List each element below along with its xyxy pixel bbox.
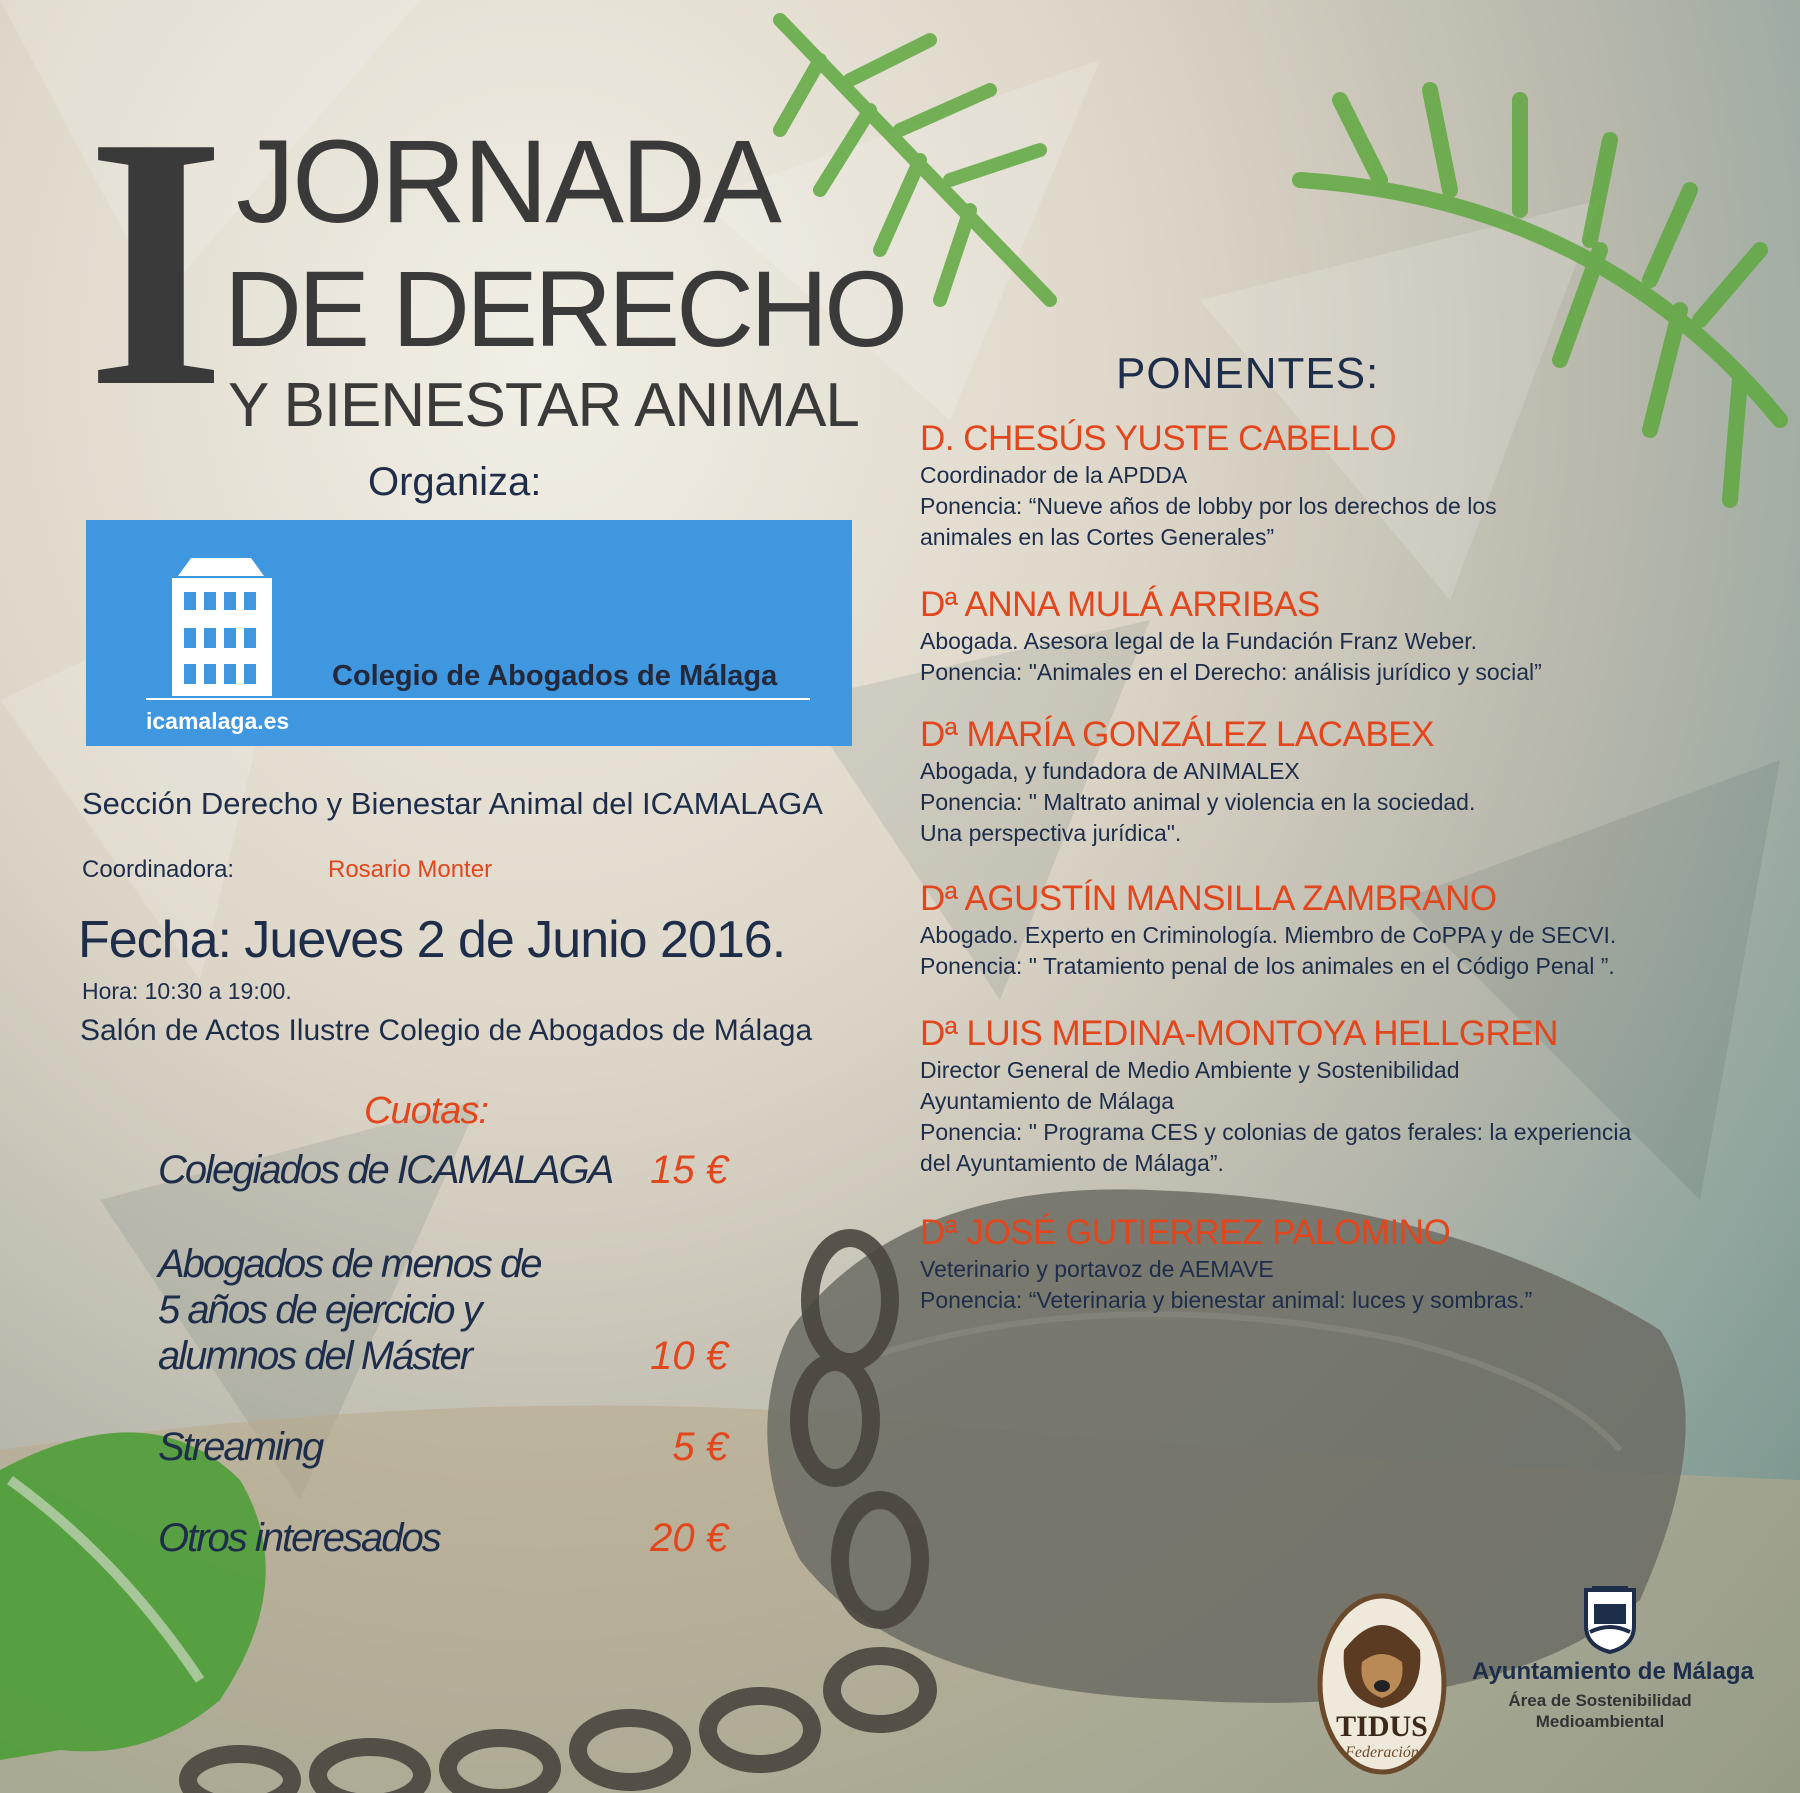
- title-numeral: I: [86, 62, 227, 461]
- speaker-name: D. CHESÚS YUSTE CABELLO: [920, 419, 1397, 458]
- event-venue: Salón de Actos Ilustre Colegio de Abogados de Málaga: [80, 1014, 813, 1047]
- fee-name-jovenes-line-2: 5 años de ejercicio y: [158, 1288, 481, 1332]
- ayuntamiento-subtitle-line: Área de Sostenibilidad: [1508, 1691, 1692, 1710]
- tidus-logo-name: TIDUS: [1336, 1710, 1428, 1743]
- title-line-3: Y BIENESTAR ANIMAL: [228, 371, 859, 440]
- city-shield-icon: [1580, 1586, 1640, 1654]
- fee-name-jovenes-line-1: Abogados de menos de: [158, 1242, 541, 1286]
- fee-price-colegiados: 15 €: [650, 1148, 728, 1192]
- seccion-text: Sección Derecho y Bienestar Animal del ICAMALAGA: [82, 786, 823, 821]
- speaker-detail: Abogada. Asesora legal de la Fundación Franz Weber.: [920, 628, 1478, 654]
- speaker-detail: Abogada, y fundadora de ANIMALEX: [920, 758, 1300, 784]
- organizer-logo-divider: [146, 698, 810, 700]
- speaker-detail: Veterinario y portavoz de AEMAVE: [920, 1256, 1274, 1282]
- speaker-name: Dª ANNA MULÁ ARRIBAS: [920, 585, 1320, 624]
- speaker-detail: Ponencia: “Nueve años de lobby por los derechos de los: [920, 493, 1497, 519]
- speaker-detail: Ponencia: " Programa CES y colonias de gatos ferales: la experiencia: [920, 1119, 1632, 1145]
- coordinadora-name: Rosario Monter: [328, 856, 493, 883]
- fee-price-otros: 20 €: [650, 1516, 728, 1560]
- speaker-detail: Abogado. Experto en Criminología. Miembro de CoPPA y de SECVI.: [920, 922, 1617, 948]
- fee-name-otros: Otros interesados: [158, 1516, 440, 1560]
- speaker-detail: Director General de Medio Ambiente y Sostenibilidad: [920, 1057, 1460, 1083]
- speaker-detail: Ayuntamiento de Málaga: [920, 1088, 1175, 1114]
- speaker-2: [920, 584, 1770, 688]
- speaker-detail: del Ayuntamiento de Málaga”.: [920, 1150, 1224, 1176]
- speaker-6: [920, 1212, 1770, 1316]
- speaker-detail: animales en las Cortes Generales”: [920, 524, 1275, 550]
- speaker-name: Dª JOSÉ GUTIERREZ PALOMINO: [920, 1213, 1451, 1252]
- fee-name-streaming: Streaming: [158, 1425, 323, 1469]
- cuotas-label: Cuotas:: [364, 1090, 488, 1132]
- fee-price-jovenes: 10 €: [650, 1334, 728, 1378]
- organizer-logo-domain: icamalaga.es: [146, 708, 290, 734]
- speaker-detail: Coordinador de la APDDA: [920, 462, 1188, 488]
- title-line-1: JORNADA: [236, 116, 779, 248]
- speaker-name: Dª LUIS MEDINA-MONTOYA HELLGREN: [920, 1014, 1558, 1053]
- speaker-detail: Ponencia: "Animales en el Derecho: análisis jurídico y social”: [920, 659, 1542, 685]
- ayuntamiento-subtitle: [1480, 1690, 1720, 1732]
- building-icon: [146, 548, 296, 698]
- ponentes-label: PONENTES:: [1116, 349, 1380, 398]
- fee-price-streaming: 5 €: [672, 1425, 728, 1469]
- speaker-5: [920, 1013, 1770, 1179]
- coordinadora-label: Coordinadora:: [82, 856, 235, 883]
- event-date: Fecha: Jueves 2 de Junio 2016.: [78, 911, 786, 969]
- speaker-name: Dª AGUSTÍN MANSILLA ZAMBRANO: [920, 879, 1497, 918]
- speaker-detail: Ponencia: " Tratamiento penal de los animales en el Código Penal ”.: [920, 953, 1615, 979]
- ayuntamiento-name: Ayuntamiento de Málaga: [1472, 1658, 1754, 1685]
- speaker-detail: Ponencia: " Maltrato animal y violencia en la sociedad.: [920, 789, 1476, 815]
- title-line-2: DE DERECHO: [224, 248, 905, 369]
- ayuntamiento-subtitle-line: Medioambiental: [1535, 1712, 1665, 1731]
- tidus-logo-sub: Federación: [1345, 1744, 1419, 1761]
- speaker-detail: Una perspectiva jurídica".: [920, 820, 1182, 846]
- organiza-label: Organiza:: [368, 460, 542, 504]
- event-time: Hora: 10:30 a 19:00.: [82, 978, 292, 1004]
- organizer-logo: [86, 520, 852, 746]
- speaker-3: [920, 714, 1770, 849]
- speaker-name: Dª MARÍA GONZÁLEZ LACABEX: [920, 715, 1434, 754]
- organizer-logo-name: Colegio de Abogados de Málaga: [332, 660, 778, 692]
- tidus-logo: [1314, 1590, 1450, 1778]
- fee-name-colegiados: Colegiados de ICAMALAGA: [158, 1148, 613, 1192]
- speaker-1: [920, 418, 1770, 553]
- speaker-4: [920, 878, 1770, 982]
- fee-name-jovenes-line-3: alumnos del Máster: [158, 1334, 472, 1378]
- speaker-detail: Ponencia: “Veterinaria y bienestar animal: luces y sombras.”: [920, 1287, 1533, 1313]
